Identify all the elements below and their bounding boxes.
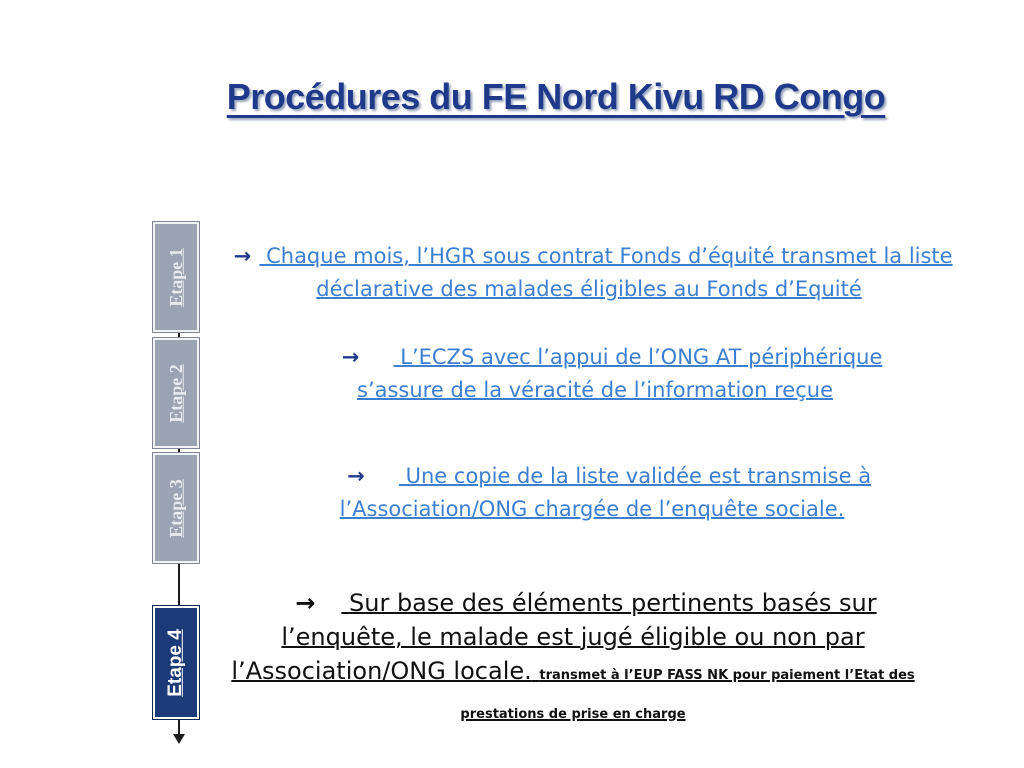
step-2-tab[interactable] [153, 338, 199, 448]
step-4-tab[interactable] [153, 606, 199, 719]
step-1-description: Chaque mois, l’HGR sous contrat Fonds d’équité transmet la liste déclarative des malades éligibles au Fonds d’Equité [266, 244, 953, 301]
step-2-text[interactable] [290, 341, 900, 407]
timeline-arrow-icon [173, 734, 185, 744]
step-4-note: transmet à l’EUP FASS NK pour paiement l’Etat des prestations de prise en charge [460, 668, 915, 722]
step-4-text[interactable] [224, 586, 922, 732]
arrow-right-icon: → [295, 589, 316, 617]
arrow-right-icon: → [233, 244, 252, 268]
arrow-right-icon: → [347, 464, 365, 488]
step-4-label: Etape 4 [165, 628, 186, 697]
step-2-description: L’ECZS avec l’appui de l’ONG AT périphérique s’assure de la véracité de l’information reçue [357, 345, 883, 402]
step-3-description: Une copie de la liste validée est transmise à l’Association/ONG chargée de l’enquête sociale. [339, 464, 872, 521]
step-1-label: Etape 1 [165, 247, 186, 307]
step-3-tab[interactable] [153, 453, 199, 563]
step-2-label: Etape 2 [165, 363, 186, 423]
arrow-right-icon: → [341, 345, 360, 369]
step-1-tab[interactable] [153, 222, 199, 332]
step-4-description: Sur base des éléments pertinents basés sur l’enquête, le malade est jugé éligible ou non par l’Association/ONG locale. [231, 589, 877, 685]
step-3-text[interactable] [222, 460, 962, 526]
slide-title: Procédures du FE Nord Kivu RD Congo [226, 76, 886, 117]
step-3-label: Etape 3 [165, 478, 186, 538]
step-1-text[interactable] [222, 240, 956, 306]
